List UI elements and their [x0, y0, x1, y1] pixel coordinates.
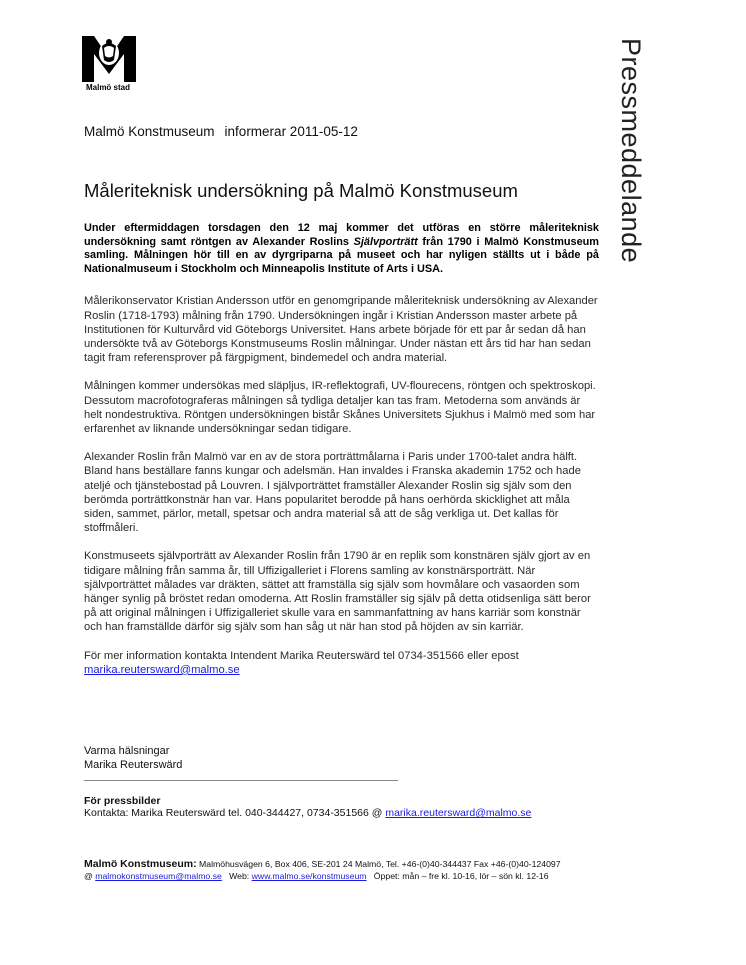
greeting: Varma hälsningar [84, 745, 170, 757]
press-email-link[interactable]: marika.reutersward@malmo.se [385, 807, 532, 819]
footer-web-label: Web: [221, 871, 252, 881]
crest-icon [80, 34, 138, 84]
info-line [84, 124, 358, 139]
contact-paragraph [84, 649, 599, 677]
info-org: Malmö Konstmuseum [84, 124, 215, 139]
footer [84, 858, 614, 882]
info-date: informerar 2011-05-12 [224, 124, 358, 139]
body-paragraph: Målningen kommer undersökas med släpljus, IR-reflektografi, UV-flourecens, röntgen och spektroskopi. Dessutom macrofotograferas målningen så tydliga detaljer kan tas fram. Metoderna som används är helt nondestruktiva. Röntgen undersökningen bistår Skånes Universitets Sjukhus i Malmö med som har erfarenhet av liknande undersökningar sedan tidigare. [84, 380, 596, 435]
main-content [84, 222, 599, 691]
press-contact-text: Kontakta: Marika Reuterswärd tel. 040-344427, 0734-351566 @ [84, 807, 386, 819]
body-paragraph: Målerikonservator Kristian Andersson utför en genomgripande måleriteknisk undersökning av Alexander Roslin (1718-1793) målning från 1790. Undersökningen ingår i Kristian Andersson master arbete på Institutionen för Kulturvård vid Göteborgs Universitet. Hans arbete började för ett par år sedan då han undersökte två av Göteborgs Konstmuseums Roslin målningar. Under nästan ett års tid har han sedan tagit fram referensprover på färgpigment, bindemedel och andra material. [84, 295, 598, 365]
footer-address: Malmöhusvägen 6, Box 406, SE-201 24 Malmö, Tel. +46-(0)40-344437 Fax +46-(0)40-124097 [196, 859, 561, 869]
body-paragraph: Alexander Roslin från Malmö var en av de stora porträttmålarna i Paris under 1700-talet andra hälft. Bland hans beställare fanns kungar och adelsmän. Han invaldes i Franska akademin 1752 och hade ateljé och tjänstebostad på Louvren. I självporträttet framställer Alexander Roslin sig själv som den berömda porträttkonstnär han var. Hans popularitet berodde på hans oerhörda skicklighet att måla siden, sammet, pärlor, metall, spetsar och andra material så att de såg verkliga ut. Det kallas för stoffmåleri. [84, 451, 581, 535]
footer-web-link[interactable]: www.malmo.se/konstmuseum [251, 871, 367, 881]
contact-text: För mer information kontakta Intendent Marika Reuterswärd tel 0734-351566 eller epost [84, 649, 519, 662]
footer-at: @ [84, 871, 96, 881]
footer-email-link[interactable]: malmokonstmuseum@malmo.se [95, 871, 222, 881]
footer-hours: Öppet: mån – fre kl. 10-16, lör – sön kl. 12-16 [366, 871, 549, 881]
signature-block [84, 744, 182, 772]
lead-text-1: Under eftermiddagen torsdagen den 12 maj kommer det utföras en större måleriteknisk undersökning samt röntgen av Alexander Roslins [84, 222, 599, 248]
lead-paragraph [84, 222, 599, 276]
logo-caption: Malmö stad [85, 83, 130, 92]
page-title: Måleriteknisk undersökning på Malmö Konstmuseum [84, 180, 518, 201]
divider-line [84, 780, 398, 781]
pressmeddelande-label: Pressmeddelande [616, 38, 646, 264]
body-paragraph: Konstmuseets självporträtt av Alexander Roslin från 1790 är en replik som konstnären själv gjort av en tidigare målning från samma år, till Uffizigalleriet i Florens samling av konstnärsporträtt. När självporträttet målades var dräkten, sättet att framställa sig själv som hovmålare och vasaorden som hänger synlig på bröstet redan omoderna. Att Roslin framställer sig själv på detta otidsenliga sätt beror på att original målningen i Uffizigalleriet skulle vara en sammanfattning av hans karriär som konstnär och han framställde därför sig själv som han såg ut när han stod på höjden av sin karriär. [84, 550, 591, 634]
press-images-block [84, 795, 531, 819]
signer-name: Marika Reuterswärd [84, 759, 183, 771]
lead-text-2: från 1790 i Malmö Konstmuseum samling. Målningen hör till en av dyrgriparna på museet och har nyligen ställts ut i både på Nationalmuseum i Stockholm och Minneapolis Institute of Arts i USA. [84, 235, 599, 275]
press-heading: För pressbilder [84, 795, 161, 807]
contact-email-link[interactable]: marika.reutersward@malmo.se [84, 663, 240, 676]
footer-org: Malmö Konstmuseum: [84, 858, 197, 870]
lead-artwork-title: Självporträtt [353, 235, 418, 248]
